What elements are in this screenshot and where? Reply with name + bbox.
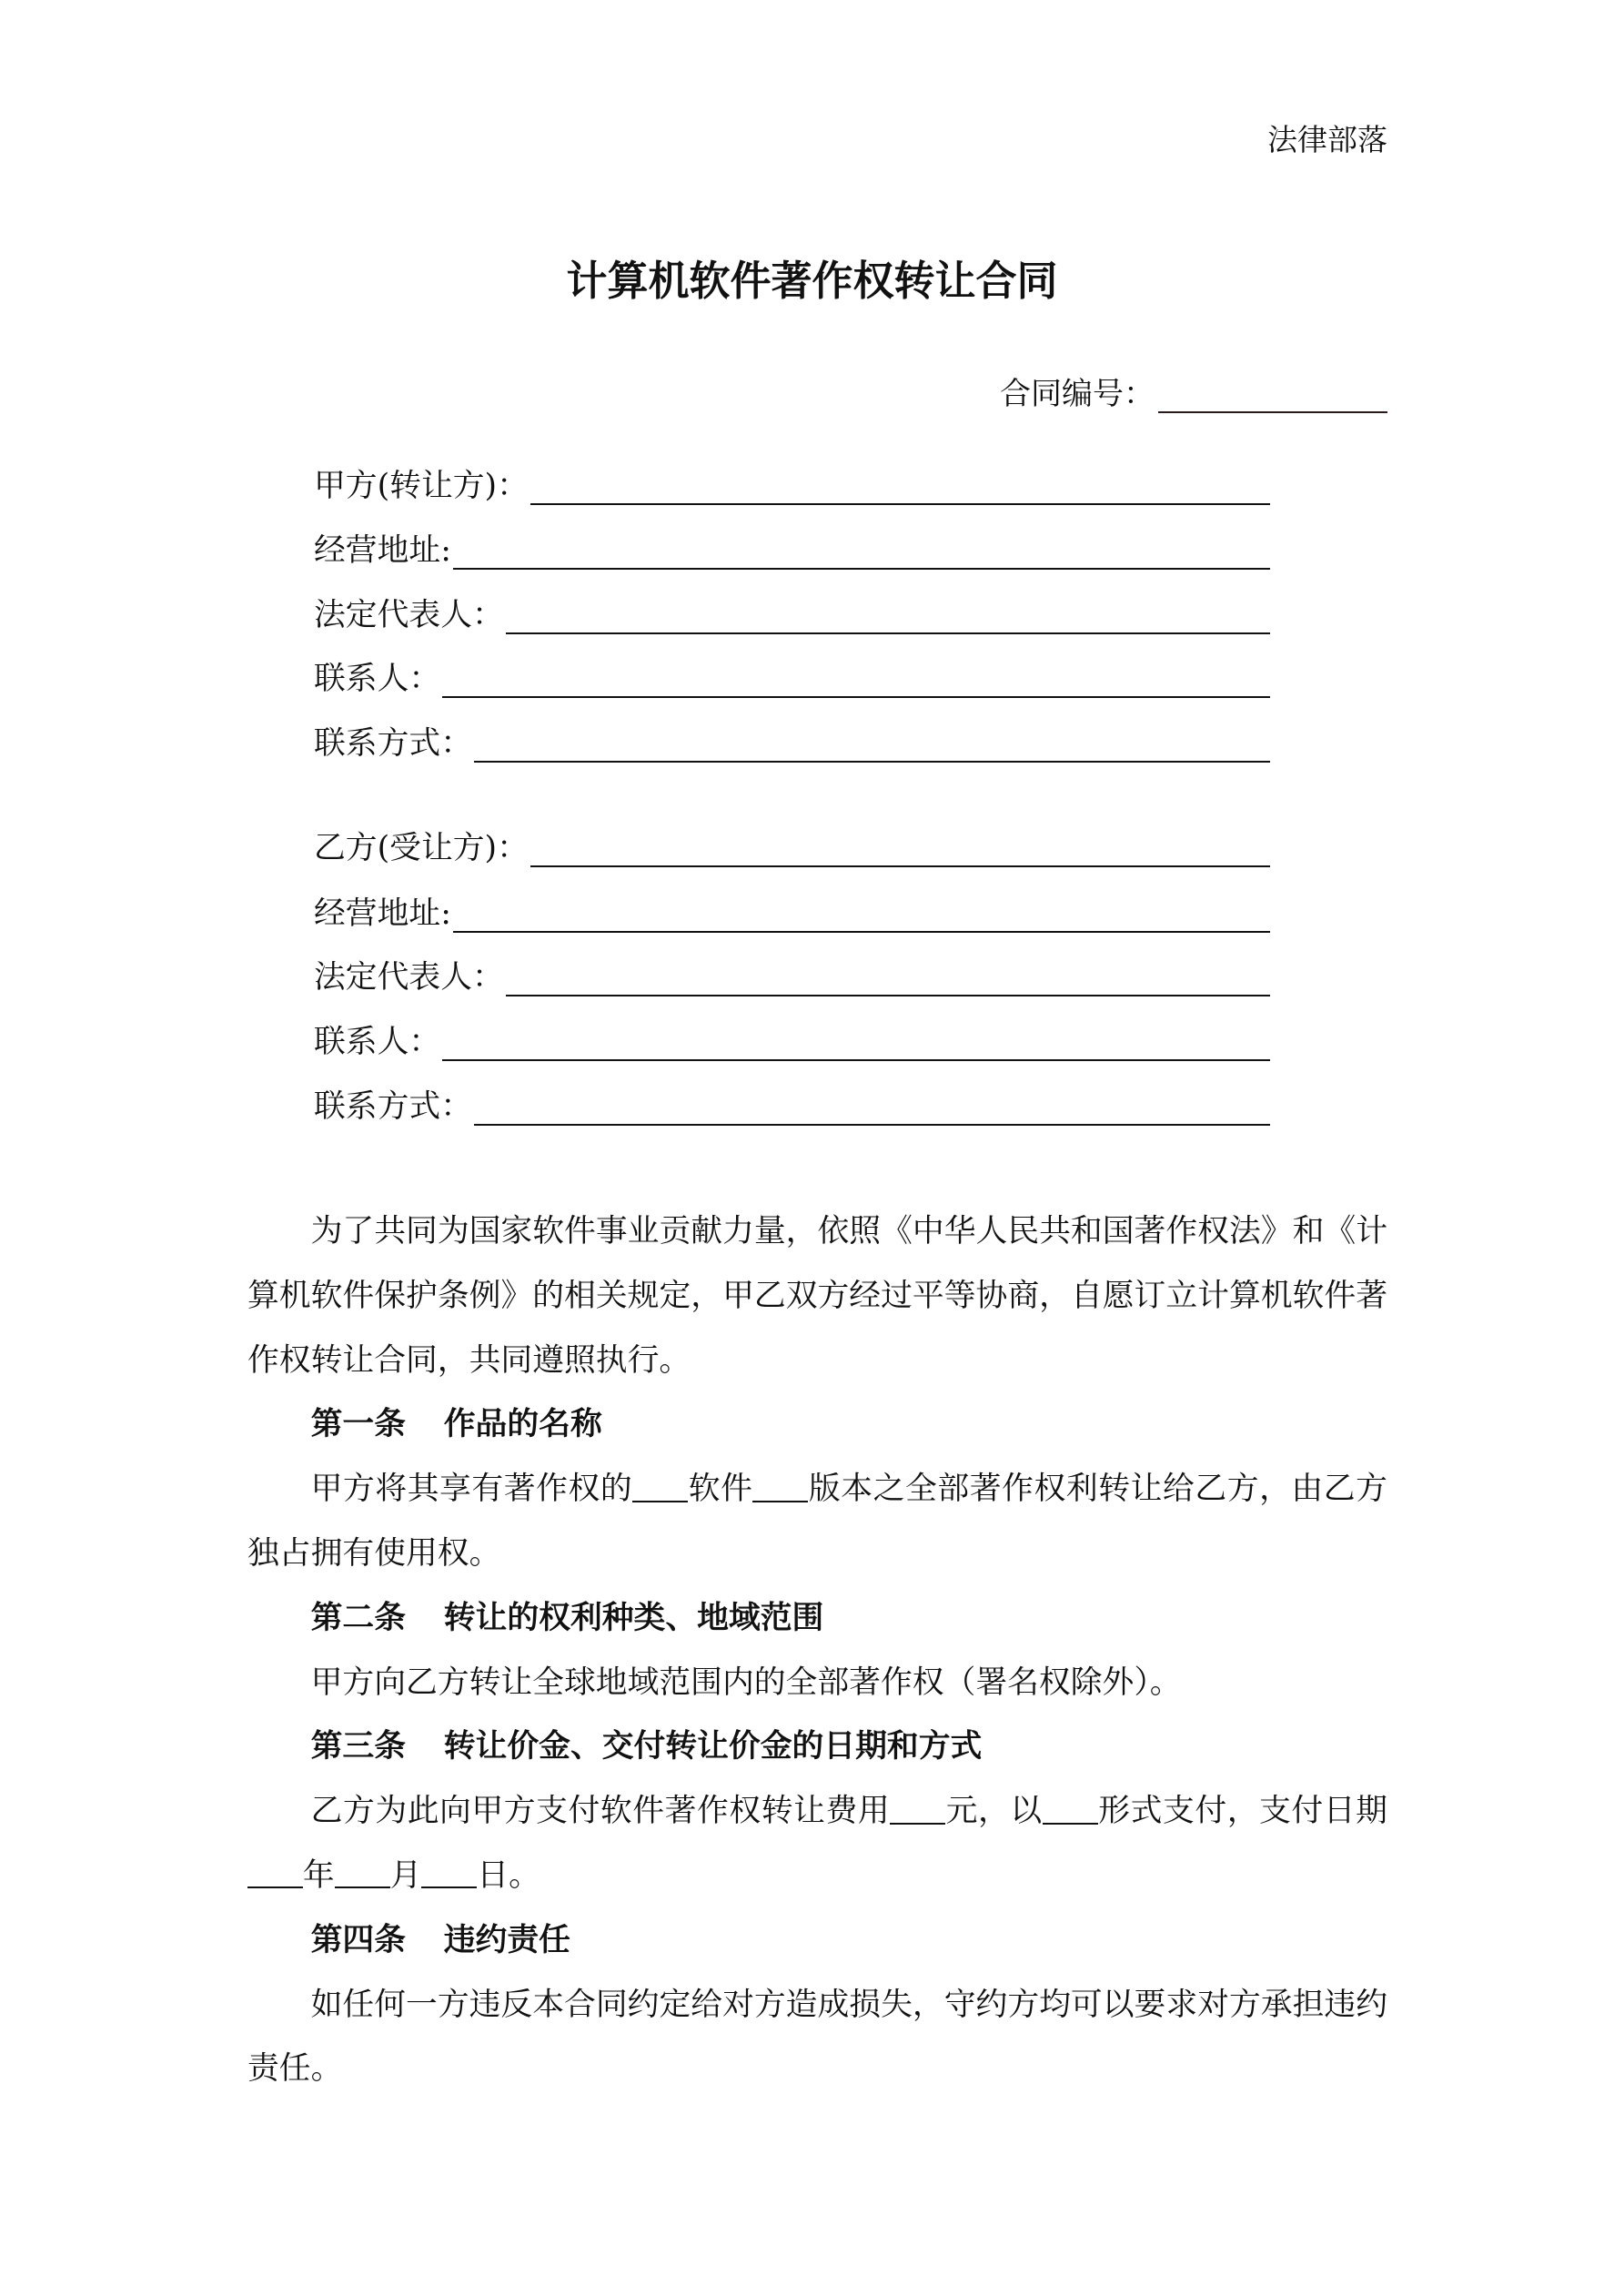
- party-a-legal-rep-row: [314, 594, 1270, 634]
- contract-number-row: [1000, 369, 1387, 413]
- contract-number-label: 合同编号：: [1000, 376, 1155, 412]
- party-a-contact-label: 联系人：: [314, 661, 441, 697]
- text: 元，以: [945, 1793, 1043, 1830]
- text: 软件: [688, 1471, 753, 1508]
- article-number: 第三条: [310, 1728, 406, 1765]
- party-a-name-row: [314, 465, 1270, 505]
- text: 乙方为此向甲方支付软件著作权转让费用: [310, 1793, 891, 1830]
- article-title: 转让价金、交付转让价金的日期和方式: [443, 1728, 983, 1765]
- contract-body: [247, 1199, 1387, 2101]
- party-b-contact-label: 联系人：: [314, 1024, 441, 1060]
- article-title: 作品的名称: [443, 1406, 602, 1443]
- party-b-legal-rep-field[interactable]: [506, 960, 1270, 996]
- party-a-contact-method-field[interactable]: [474, 726, 1270, 763]
- party-b-address-row: [314, 893, 1270, 933]
- party-b-contact-method-field[interactable]: [474, 1089, 1270, 1126]
- text: 形式支付，支付日期: [1097, 1793, 1387, 1830]
- article-title: 转让的权利种类、地域范围: [443, 1599, 824, 1636]
- article-4-heading: [247, 1908, 1387, 1973]
- party-b-name-label: 乙方(受让方)：: [314, 830, 529, 866]
- party-a-contact-field[interactable]: [442, 662, 1270, 698]
- day-blank[interactable]: [421, 1856, 477, 1889]
- year-blank[interactable]: [247, 1856, 303, 1889]
- party-a-address-field[interactable]: [453, 533, 1270, 570]
- party-a-address-row: [314, 530, 1270, 570]
- party-a-contact-method-row: [314, 723, 1270, 763]
- payment-form-blank[interactable]: [1043, 1791, 1098, 1825]
- party-a-address-label: 经营地址:: [314, 532, 451, 569]
- version-blank[interactable]: [752, 1469, 808, 1502]
- party-a-contact-method-label: 联系方式：: [314, 725, 472, 762]
- party-a-name-label: 甲方(转让方)：: [314, 468, 529, 504]
- party-a-legal-rep-field[interactable]: [506, 598, 1270, 634]
- party-a-legal-rep-label: 法定代表人：: [314, 597, 504, 633]
- software-name-blank[interactable]: [632, 1469, 688, 1502]
- party-b-name-field[interactable]: [530, 831, 1270, 867]
- party-b-name-row: [314, 827, 1270, 867]
- article-number: 第四条: [310, 1921, 406, 1958]
- article-2-heading: [247, 1586, 1387, 1651]
- fee-blank[interactable]: [890, 1791, 945, 1825]
- contract-number-field[interactable]: [1158, 379, 1387, 413]
- article-title: 违约责任: [443, 1921, 570, 1958]
- article-1-text: [247, 1457, 1387, 1586]
- party-b-contact-row: [314, 1021, 1270, 1061]
- text: 月: [389, 1856, 422, 1894]
- article-2-text: 甲方向乙方转让全球地域范围内的全部著作权（署名权除外）。: [310, 1664, 1182, 1701]
- party-b-contact-method-label: 联系方式：: [314, 1088, 472, 1125]
- party-a-contact-row: [314, 658, 1270, 698]
- party-b-address-field[interactable]: [453, 896, 1270, 933]
- article-4-text: 如任何一方违反本合同约定给对方造成损失，守约方均可以要求对方承担违约责任。: [247, 1986, 1387, 2088]
- party-b-contact-method-row: [314, 1086, 1270, 1126]
- text: 日。: [477, 1856, 540, 1894]
- article-3-heading: [247, 1714, 1387, 1779]
- article-1-heading: [247, 1392, 1387, 1457]
- party-b-address-label: 经营地址:: [314, 895, 451, 932]
- article-number: 第二条: [310, 1599, 406, 1636]
- article-3-text: [247, 1779, 1387, 1908]
- preamble: 为了共同为国家软件事业贡献力量，依照《中华人民共和国著作权法》和《计算机软件保护条例》的相关规定，甲乙双方经过平等协商，自愿订立计算机软件著作权转让合同，共同遵照执行。: [247, 1213, 1387, 1379]
- month-blank[interactable]: [335, 1856, 390, 1889]
- party-b-legal-rep-label: 法定代表人：: [314, 959, 504, 996]
- party-a-name-field[interactable]: [530, 469, 1270, 505]
- article-number: 第一条: [310, 1406, 406, 1443]
- header-brand: 法律部落: [1267, 122, 1387, 157]
- text: 年: [302, 1856, 335, 1894]
- text: 甲方将其享有著作权的: [310, 1471, 633, 1508]
- text: 版本之全部著作权利转让给乙方，由乙方独占拥有使用权。: [247, 1471, 1387, 1572]
- document-title: 计算机软件著作权转让合同: [566, 257, 1058, 305]
- party-b-legal-rep-row: [314, 956, 1270, 996]
- party-b-contact-field[interactable]: [442, 1025, 1270, 1061]
